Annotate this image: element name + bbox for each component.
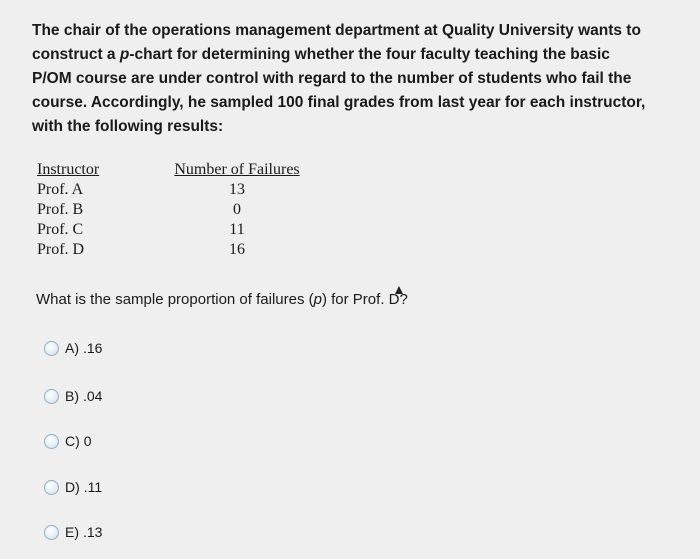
radio-button[interactable] [44,480,59,495]
radio-button[interactable] [44,341,59,356]
instructor-cell: Prof. B [37,201,84,218]
question-line-5: with the following results: [32,118,224,135]
failures-column [162,160,312,260]
option-letter: C) [65,433,80,449]
radio-button[interactable] [44,389,59,404]
mouse-cursor-icon [395,286,403,294]
question-line-1: The chair of the operations management department at Quality University wants to [32,22,641,39]
option-value: 0 [83,433,92,449]
option-value: .13 [83,524,103,540]
option-letter: A) [65,340,79,356]
option-letter: B) [65,388,79,404]
radio-button[interactable] [44,525,59,540]
question-line-4: course. Accordingly, he sampled 100 final grades from last year for each instructor, [32,94,646,111]
option-value: .16 [83,340,103,356]
question-prompt [36,291,408,308]
option-e[interactable] [44,522,102,542]
failures-cell: 11 [229,221,245,238]
prompt-end: ) for Prof. D? [321,291,408,308]
question-line-3: P/OM course are under control with regard to the number of students who fail the [32,70,632,87]
instructor-cell: Prof. A [37,181,84,198]
option-c[interactable] [44,431,92,451]
failures-cell: 13 [229,181,245,198]
instructor-cell: Prof. D [37,241,85,258]
option-letter: D) [65,479,80,495]
option-value: .11 [83,479,103,495]
instructor-cell: Prof. C [37,221,84,238]
question-p-symbol: p [119,46,130,63]
question-line-2-end: -chart for determining whether the four faculty teaching the basic [129,46,610,63]
radio-button[interactable] [44,434,59,449]
failures-header: Number of Failures [174,161,300,178]
instructor-header: Instructor [37,161,100,178]
option-letter: E) [65,524,79,540]
option-b[interactable] [44,386,102,406]
prompt-p-symbol: p [313,291,322,308]
option-a[interactable] [44,338,102,358]
prompt-start: What is the sample proportion of failures ( [36,291,314,308]
failures-cell: 0 [233,201,241,218]
option-value: .04 [83,388,103,404]
instructor-column [37,160,147,260]
question-line-2 [32,43,672,67]
question-text [32,19,672,139]
failures-cell: 16 [229,241,245,258]
option-d[interactable] [44,477,102,497]
question-line-2-start: construct a [32,46,120,63]
